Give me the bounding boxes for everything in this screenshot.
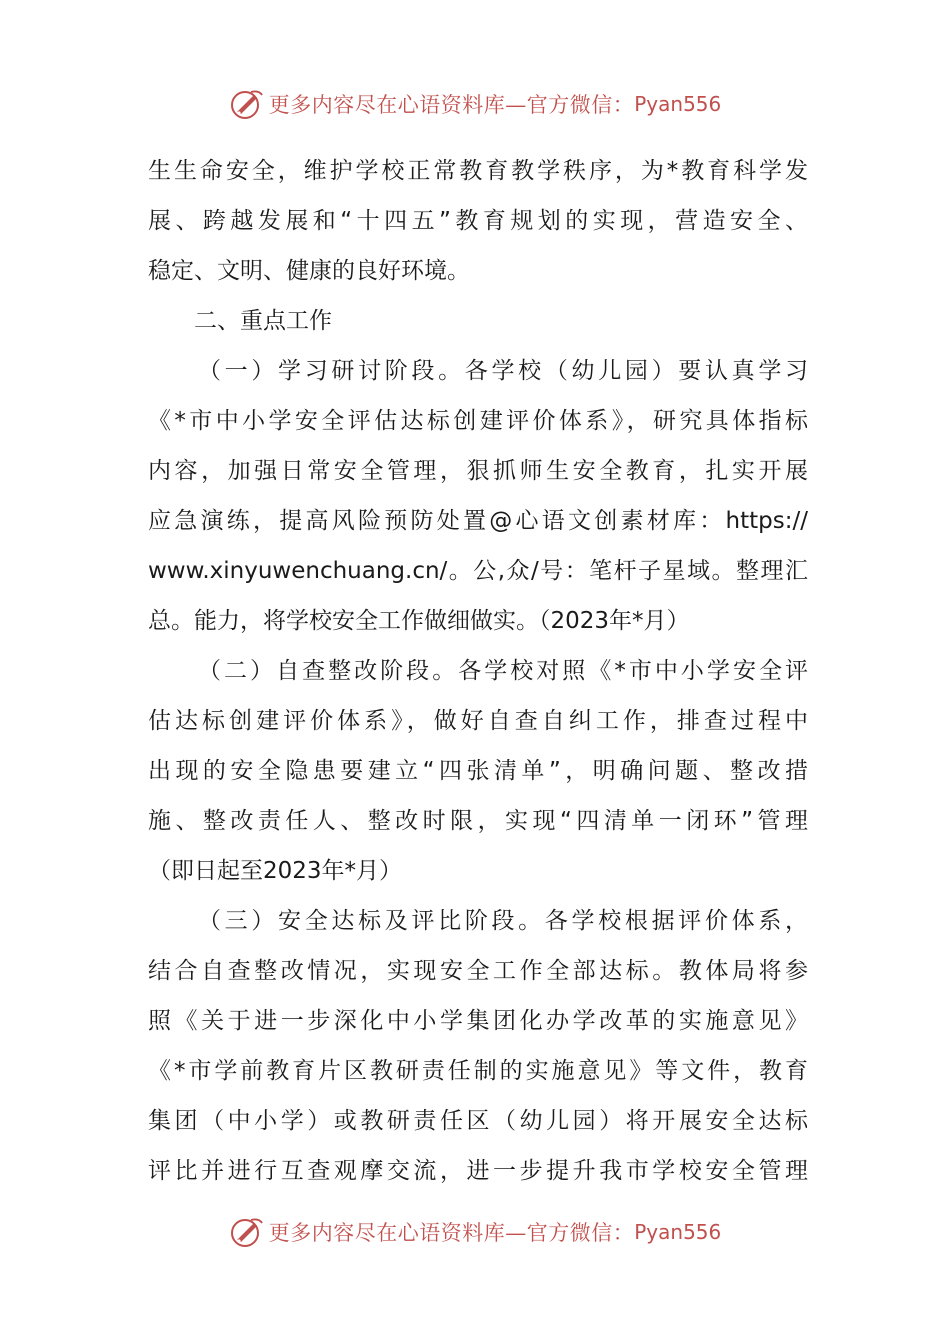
body-line: （二）自查整改阶段。各学校对照《*市中小学安全评 [198, 658, 808, 684]
footer-banner-text: 更多内容尽在心语资料库—官方微信： [268, 1221, 635, 1245]
body-line: 出现的安全隐患要建立“四张清单”，明确问题、整改措 [148, 758, 808, 784]
header-banner-handle: Pyan556 [634, 92, 722, 116]
body-line: （一）学习研讨阶段。各学校（幼儿园）要认真学习 [198, 358, 808, 384]
body-line: （即日起至2023年*月） [148, 858, 403, 884]
body-line: 总。能力，将学校安全工作做细做实。（2023年*月） [148, 608, 690, 634]
body-line: 施、整改责任人、整改时限，实现“四清单一闭环”管理 [148, 808, 808, 834]
header-banner-text: 更多内容尽在心语资料库—官方微信： [268, 93, 635, 117]
body-line: www.xinyuwenchuang.cn/。公,众/号：笔杆子星域。整理汇 [148, 558, 808, 584]
document-body [148, 146, 808, 1196]
footer-banner [0, 1212, 950, 1252]
pen-logo-icon [229, 86, 265, 122]
body-line: 照《关于进一步深化中小学集团化办学改革的实施意见》 [148, 1008, 808, 1034]
body-line: 稳定、文明、健康的良好环境。 [148, 258, 470, 284]
body-line: （三）安全达标及评比阶段。各学校根据评价体系， [198, 908, 808, 934]
body-line: 结合自查整改情况，实现安全工作全部达标。教体局将参 [148, 958, 808, 984]
body-line: 展、跨越发展和“十四五”教育规划的实现，营造安全、 [148, 208, 808, 234]
body-line: 内容，加强日常安全管理，狠抓师生安全教育，扎实开展 [148, 458, 808, 484]
footer-banner-handle: Pyan556 [634, 1220, 722, 1244]
body-line: 评比并进行互查观摩交流，进一步提升我市学校安全管理 [148, 1158, 808, 1184]
body-line: 《*市中小学安全评估达标创建评价体系》，研究具体指标 [148, 408, 808, 434]
body-line: 生生命安全，维护学校正常教育教学秩序，为*教育科学发 [148, 158, 808, 184]
body-line: 《*市学前教育片区教研责任制的实施意见》等文件，教育 [148, 1058, 808, 1084]
body-line: 集团（中小学）或教研责任区（幼儿园）将开展安全达标 [148, 1108, 808, 1134]
body-line: 应急演练，提高风险预防处置@心语文创素材库：https:// [148, 508, 808, 534]
body-line: 估达标创建评价体系》，做好自查自纠工作，排查过程中 [148, 708, 808, 734]
pen-logo-icon [229, 1214, 265, 1250]
header-banner [0, 84, 950, 124]
section-heading: 二、重点工作 [194, 308, 332, 334]
